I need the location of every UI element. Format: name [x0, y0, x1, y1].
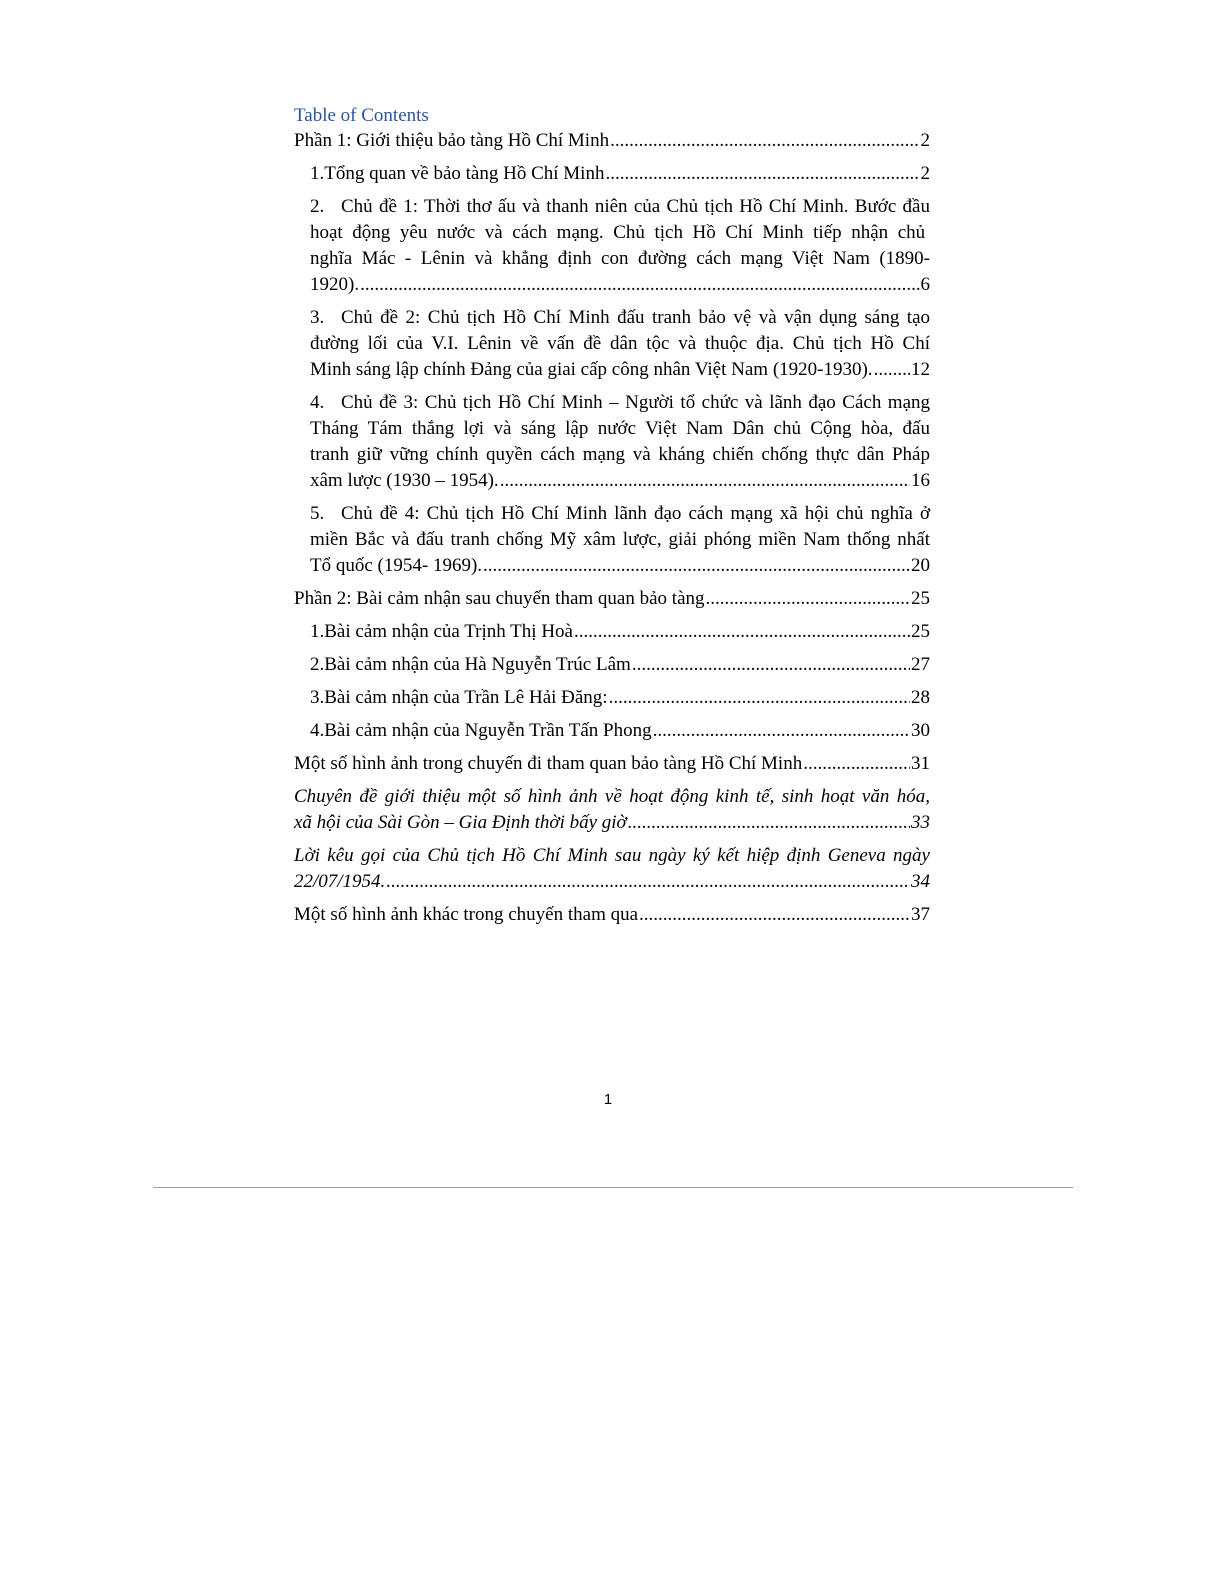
toc-entry-content — [310, 619, 930, 645]
toc-entry-text: Phần 1: Giới thiệu bảo tàng Hồ Chí Minh — [294, 130, 610, 151]
toc-entry-text: Lời kêu gọi của Chủ tịch Hồ Chí Minh sau ngày ký kết hiệp định Geneva ngày — [294, 845, 930, 866]
page-number: 1 — [603, 1091, 613, 1108]
toc-entry-page: 12 — [911, 359, 930, 380]
dot-leader — [639, 902, 910, 928]
toc-entry-line — [310, 718, 930, 744]
toc-entry[interactable] — [310, 501, 930, 579]
toc-entry-page: 27 — [911, 654, 930, 675]
toc-entry-text: Minh sáng lập chính Đảng của giai cấp công nhân Việt Nam (1920-1930). — [310, 359, 873, 380]
toc-entry-number: 4. — [310, 392, 325, 413]
toc-entry[interactable] — [310, 685, 930, 711]
toc-entry-page: 25 — [911, 621, 930, 642]
toc-entry-text: Chuyên đề giới thiệu một số hình ảnh về hoạt động kinh tế, sinh hoạt văn hóa, — [294, 786, 930, 807]
toc-entry-page: 20 — [911, 555, 930, 576]
toc-entry-number: 5. — [310, 503, 325, 524]
toc-entry-line — [294, 869, 930, 895]
toc-entry-text: đường lối của V.I. Lênin về vấn đề dân tộc và thuộc địa. Chủ tịch Hồ Chí — [310, 333, 930, 354]
dot-leader — [632, 652, 910, 678]
dot-leader — [386, 869, 910, 895]
toc-entry[interactable] — [294, 586, 930, 612]
toc-entry-page: 28 — [911, 687, 930, 708]
dot-leader — [653, 718, 910, 744]
dot-leader — [483, 553, 910, 579]
dot-leader — [360, 272, 919, 298]
toc-entry-line — [310, 357, 930, 383]
toc-entry[interactable] — [310, 652, 930, 678]
toc-entry-number: 3. — [310, 307, 325, 328]
toc-entry-text: Bài cảm nhận của Trịnh Thị Hoà — [324, 621, 573, 642]
toc-entry-page: 2 — [920, 163, 930, 184]
toc-entry-content — [294, 843, 930, 895]
toc-entry-line — [310, 246, 930, 272]
toc-entry-page: 16 — [911, 470, 930, 491]
toc-entry-content — [310, 652, 930, 678]
dot-leader — [706, 586, 910, 612]
toc-entry-content — [310, 501, 930, 579]
toc-entry-line — [310, 553, 930, 579]
toc-entry-number: 2. — [310, 196, 325, 217]
toc-entry-text: Bài cảm nhận của Nguyễn Trần Tấn Phong — [324, 720, 652, 741]
toc-entry[interactable] — [310, 718, 930, 744]
toc-entry[interactable] — [310, 390, 930, 494]
toc-entry-line — [294, 784, 930, 810]
toc-entry[interactable] — [310, 161, 930, 187]
toc-entry-content — [294, 128, 930, 154]
toc-entry-line — [310, 619, 930, 645]
toc-entry-page: 37 — [911, 904, 930, 925]
toc-entry-text: Tháng Tám thắng lợi và sáng lập nước Việt Nam Dân chủ Cộng hòa, đấu — [310, 418, 930, 439]
toc-title: Table of Contents — [294, 105, 429, 126]
toc-entry-line — [310, 442, 930, 468]
toc-entry-text: Bài cảm nhận của Hà Nguyễn Trúc Lâm — [324, 654, 631, 675]
toc-entry-line — [310, 501, 930, 527]
toc-entry-line — [310, 220, 930, 246]
toc-entry-text: Tổng quan về bảo tàng Hồ Chí Minh — [324, 163, 605, 184]
toc-entry-text: Một số hình ảnh khác trong chuyến tham qua — [294, 904, 639, 925]
dot-leader — [874, 357, 910, 383]
toc-entry-content — [310, 685, 930, 711]
dot-leader — [574, 619, 910, 645]
toc-entry-line — [310, 685, 930, 711]
toc-entry-page: 33 — [911, 812, 930, 833]
toc-entry-text: xâm lược (1930 – 1954). — [310, 470, 499, 491]
toc-entry-line — [310, 527, 930, 553]
toc-entry-text: Phần 2: Bài cảm nhận sau chuyến tham quan bảo tàng — [294, 588, 705, 609]
toc-entry[interactable] — [294, 843, 930, 895]
toc-entry-line — [310, 161, 930, 187]
toc-entry-text: 1920). — [310, 274, 360, 295]
toc-entries — [294, 128, 930, 928]
toc-entry-text: nghĩa Mác - Lênin và khẳng định con đường cách mạng Việt Nam (1890- — [310, 248, 930, 269]
dot-leader — [605, 161, 919, 187]
page-divider — [153, 1187, 1073, 1188]
toc-entry-text: Bài cảm nhận của Trần Lê Hải Đăng: — [324, 687, 608, 708]
toc-entry-line — [294, 810, 930, 836]
toc-entry-line — [294, 843, 930, 869]
toc-entry-page: 34 — [911, 871, 930, 892]
toc-entry[interactable] — [310, 619, 930, 645]
toc-entry[interactable] — [294, 751, 930, 777]
dot-leader — [500, 468, 910, 494]
toc-entry-text: 22/07/1954. — [294, 871, 386, 892]
toc-entry-content — [294, 751, 930, 777]
toc-entry-page: 2 — [920, 130, 930, 151]
toc-entry-line — [310, 416, 930, 442]
toc-entry-line — [310, 331, 930, 357]
toc-entry-line — [310, 390, 930, 416]
toc-entry-text: hoạt động yêu nước và cách mạng. Chủ tịch Hồ Chí Minh tiếp nhận chủ — [310, 222, 926, 243]
toc-entry-page: 6 — [920, 274, 930, 295]
dot-leader — [628, 810, 910, 836]
toc-entry-page: 30 — [911, 720, 930, 741]
toc-entry-line — [310, 652, 930, 678]
toc-entry-number: 1. — [310, 621, 325, 642]
toc-entry-number: 2. — [310, 654, 325, 675]
toc-entry[interactable] — [294, 128, 930, 154]
toc-entry-text: tranh giữ vững chính quyền cách mạng và kháng chiến chống thực dân Pháp — [310, 444, 930, 465]
toc-entry-number: 3. — [310, 687, 325, 708]
toc-entry-content — [310, 718, 930, 744]
dot-leader — [803, 751, 910, 777]
toc-entry-content — [294, 784, 930, 836]
toc-entry[interactable] — [310, 194, 930, 298]
toc-entry[interactable] — [294, 784, 930, 836]
toc-entry[interactable] — [294, 902, 930, 928]
toc-entry-page: 25 — [911, 588, 930, 609]
toc-entry-content — [294, 586, 930, 612]
dot-leader — [610, 128, 919, 154]
toc-entry-content — [294, 902, 930, 928]
toc-entry[interactable] — [310, 305, 930, 383]
toc-entry-text: Một số hình ảnh trong chuyến đi tham quan bảo tàng Hồ Chí Minh — [294, 753, 803, 774]
toc-entry-line — [310, 305, 930, 331]
table-of-contents — [294, 104, 930, 928]
toc-entry-line — [294, 902, 930, 928]
toc-entry-line — [294, 586, 930, 612]
toc-entry-text: Chủ đề 3: Chủ tịch Hồ Chí Minh – Người tổ chức và lãnh đạo Cách mạng — [341, 392, 930, 413]
toc-entry-text: Tổ quốc (1954- 1969). — [310, 555, 483, 576]
toc-entry-text: Chủ đề 2: Chủ tịch Hồ Chí Minh đấu tranh bảo vệ và vận dụng sáng tạo — [341, 307, 930, 328]
toc-entry-text: Chủ đề 1: Thời thơ ấu và thanh niên của Chủ tịch Hồ Chí Minh. Bước đầu — [341, 196, 930, 217]
toc-entry-page: 31 — [911, 753, 930, 774]
toc-entry-line — [310, 194, 930, 220]
toc-entry-number: 1. — [310, 163, 325, 184]
toc-entry-content — [310, 305, 930, 383]
toc-entry-text: xã hội của Sài Gòn – Gia Định thời bấy giờ — [294, 812, 627, 833]
toc-entry-line — [310, 468, 930, 494]
toc-entry-line — [294, 751, 930, 777]
toc-entry-number: 4. — [310, 720, 325, 741]
dot-leader — [609, 685, 910, 711]
toc-entry-content — [310, 161, 930, 187]
toc-entry-content — [310, 390, 930, 494]
toc-entry-text: miền Bắc và đấu tranh chống Mỹ xâm lược, giải phóng miền Nam thống nhất — [310, 529, 930, 550]
toc-entry-content — [310, 194, 930, 298]
toc-entry-text: Chủ đề 4: Chủ tịch Hồ Chí Minh lãnh đạo cách mạng xã hội chủ nghĩa ở — [341, 503, 930, 524]
toc-entry-line — [310, 272, 930, 298]
toc-entry-line — [294, 128, 930, 154]
